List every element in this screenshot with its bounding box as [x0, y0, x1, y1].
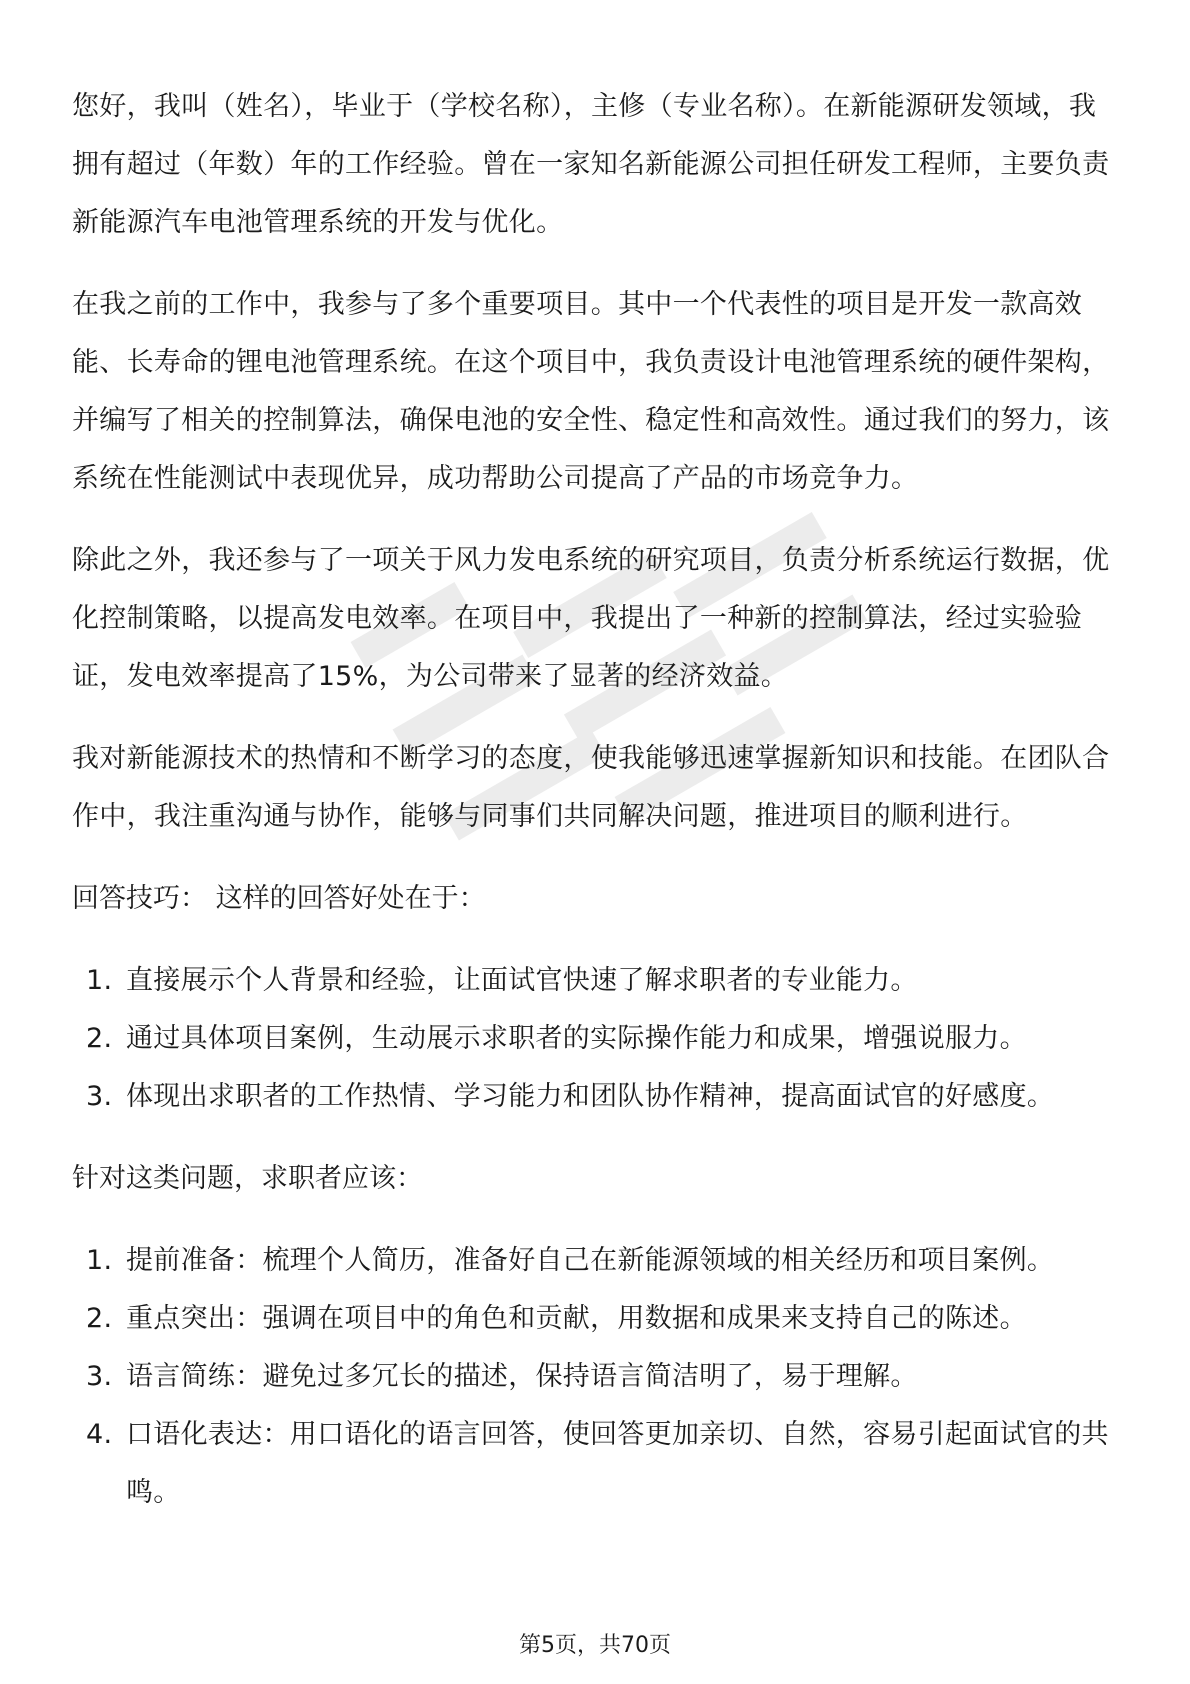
list-number: 2. — [86, 1023, 113, 1054]
paragraph-project-wind: 除此之外，我还参与了一项关于风力发电系统的研究项目，负责分析系统运行数据，优化控制策略，以提高发电效率。在项目中，我提出了一种新的控制算法，经过实验验证，发电效率提高了15%，为公司带来了显著的经济效益。 — [72, 545, 1110, 692]
list-item — [72, 1232, 1118, 1290]
list-number: 1. — [86, 1245, 113, 1276]
list-text: 体现出求职者的工作热情、学习能力和团队协作精神，提高面试官的好感度。 — [126, 1081, 1055, 1112]
list-item — [72, 1068, 1118, 1126]
list-item — [72, 1348, 1118, 1406]
document-body — [72, 78, 1118, 1546]
list-number: 3. — [86, 1081, 113, 1112]
list-text: 语言简练：避免过多冗长的描述，保持语言简洁明了，易于理解。 — [126, 1361, 918, 1392]
list-text: 通过具体项目案例，生动展示求职者的实际操作能力和成果，增强说服力。 — [126, 1023, 1027, 1054]
page-number: 第5页，共70页 — [519, 1633, 671, 1658]
list-item — [72, 1010, 1118, 1068]
list-item — [72, 1406, 1118, 1522]
advice-list — [72, 1232, 1118, 1522]
list-text: 提前准备：梳理个人简历，准备好自己在新能源领域的相关经历和项目案例。 — [126, 1245, 1055, 1276]
list-item — [72, 952, 1118, 1010]
list-number: 3. — [86, 1361, 113, 1392]
paragraph-attitude: 我对新能源技术的热情和不断学习的态度，使我能够迅速掌握新知识和技能。在团队合作中，我注重沟通与协作，能够与同事们共同解决问题，推进项目的顺利进行。 — [72, 743, 1110, 832]
tips-heading: 回答技巧： 这样的回答好处在于： — [72, 883, 486, 914]
list-text: 重点突出：强调在项目中的角色和贡献，用数据和成果来支持自己的陈述。 — [126, 1303, 1027, 1334]
list-number: 2. — [86, 1303, 113, 1334]
paragraph-project-battery: 在我之前的工作中，我参与了多个重要项目。其中一个代表性的项目是开发一款高效能、长寿命的锂电池管理系统。在这个项目中，我负责设计电池管理系统的硬件架构，并编写了相关的控制算法，确保电池的安全性、稳定性和高效性。通过我们的努力，该系统在性能测试中表现优异，成功帮助公司提高了产品的市场竞争力。 — [72, 289, 1110, 494]
list-number: 4. — [86, 1419, 113, 1450]
paragraph-intro: 您好，我叫（姓名），毕业于（学校名称），主修（专业名称）。在新能源研发领域，我拥有超过（年数）年的工作经验。曾在一家知名新能源公司担任研发工程师，主要负责新能源汽车电池管理系统的开发与优化。 — [72, 91, 1110, 238]
list-item — [72, 1290, 1118, 1348]
list-text: 口语化表达：用口语化的语言回答，使回答更加亲切、自然，容易引起面试官的共鸣。 — [126, 1419, 1109, 1508]
list-text: 直接展示个人背景和经验，让面试官快速了解求职者的专业能力。 — [126, 965, 918, 996]
advice-heading: 针对这类问题，求职者应该： — [72, 1163, 423, 1194]
list-number: 1. — [86, 965, 113, 996]
tips-list — [72, 952, 1118, 1126]
